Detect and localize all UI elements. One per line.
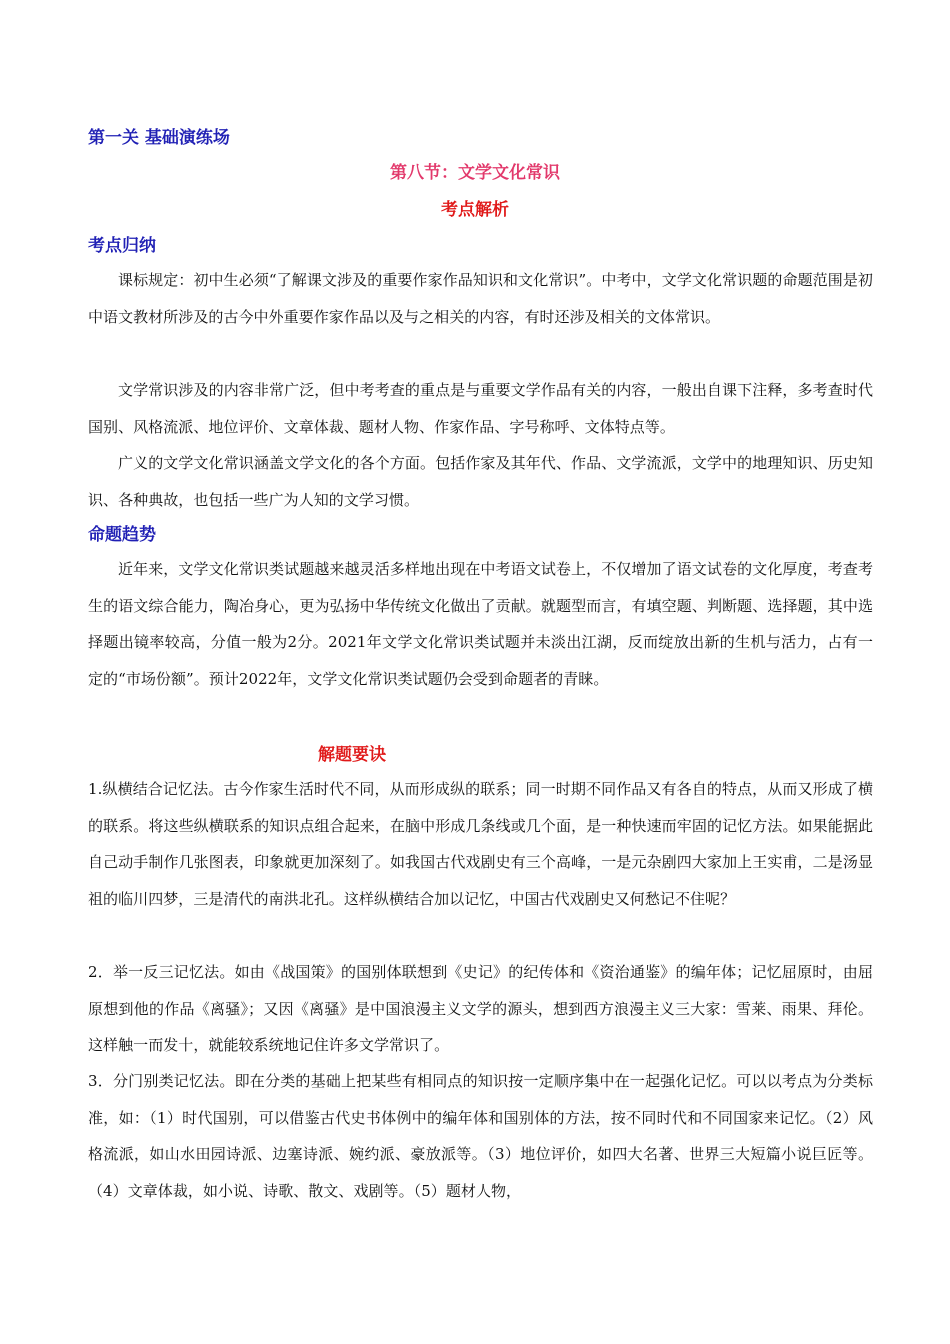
kaodian-paragraph-3: 广义的文学文化常识涵盖文学文化的各个方面。包括作家及其年代、作品、文学流派，文学中的地理知识、历史知识、各种典故，也包括一些广为人知的文学习惯。 [88, 454, 873, 509]
section-title: 第八节：文学文化常识 [390, 163, 560, 183]
kaodian-paragraph-2: 文学常识涉及的内容非常广泛，但中考考查的重点是与重要文学作品有关的内容，一般出自课下注释，多考查时代国别、风格流派、地位评价、文章体裁、题材人物、作家作品、字号称呼、文体特点等。 [88, 381, 873, 436]
kaodian-paragraph-1: 课标规定：初中生必须“了解课文涉及的重要作家作品知识和文化常识”。中考中，文学文化常识题的命题范围是初中语文教材所涉及的古今中外重要作家作品以及与之相关的内容，有时还涉及相关的文体常识。 [88, 271, 873, 326]
tips-heading: 解题要诀 [318, 745, 386, 765]
tip-item-2: 2．举一反三记忆法。如由《战国策》的国别体联想到《史记》的纪传体和《资治通鉴》的编年体；记忆屈原时，由屈原想到他的作品《离骚》；又因《离骚》是中国浪漫主义文学的源头，想到西方浪漫主义三大家：雪莱、雨果、拜伦。这样触一而发十，就能较系统地记住许多文学常识了。 [88, 963, 873, 1054]
analysis-subtitle: 考点解析 [441, 200, 509, 220]
tip-item-3: 3．分门别类记忆法。即在分类的基础上把某些有相同点的知识按一定顺序集中在一起强化记忆。可以以考点为分类标准，如：（1）时代国别，可以借鉴古代史书体例中的编年体和国别体的方法，按不同时代和不同国家来记忆。（2）风格流派，如山水田园诗派、边塞诗派、婉约派、豪放派等。（3）地位评价，如四大名著、世界三大短篇小说巨匠等。（4）文章体裁，如小说、诗歌、散文、戏剧等。（5）题材人物， [88, 1072, 873, 1200]
level-title: 第一关 基础演练场 [88, 128, 230, 148]
trend-heading: 命题趋势 [88, 525, 156, 545]
tip-item-1: 1.纵横结合记忆法。古今作家生活时代不同，从而形成纵的联系；同一时期不同作品又有各自的特点，从而又形成了横的联系。将这些纵横联系的知识点组合起来，在脑中形成几条线或几个面，是一种快速而牢固的记忆方法。如果能据此自己动手制作几张图表，印象就更加深刻了。如我国古代戏剧史有三个高峰，一是元杂剧四大家加上王实甫，二是汤显祖的临川四梦，三是清代的南洪北孔。这样纵横结合加以记忆，中国古代戏剧史又何愁记不住呢？ [88, 780, 873, 908]
kaodian-heading: 考点归纳 [88, 236, 156, 256]
trend-paragraph: 近年来，文学文化常识类试题越来越灵活多样地出现在中考语文试卷上，不仅增加了语文试卷的文化厚度，考查考生的语文综合能力，陶冶身心，更为弘扬中华传统文化做出了贡献。就题型而言，有填空题、判断题、选择题，其中选择题出镜率较高，分值一般为2分。2021年文学文化常识类试题并未淡出江湖，反而绽放出新的生机与活力，占有一定的“市场份额”。预计2022年，文学文化常识类试题仍会受到命题者的青睐。 [88, 560, 873, 688]
